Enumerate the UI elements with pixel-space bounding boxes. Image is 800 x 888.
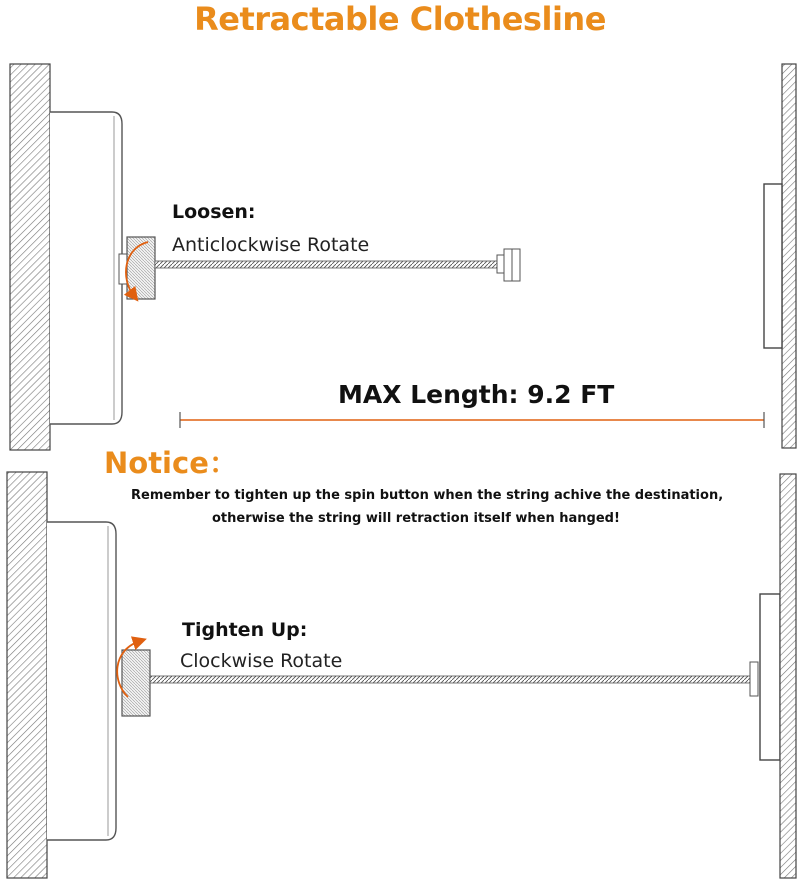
left-wall-top: [10, 64, 50, 450]
spin-knob-top: [127, 237, 155, 299]
clockwise-label: Clockwise Rotate: [180, 650, 343, 672]
notice-line-2: otherwise the string will retraction itself when hanged!: [212, 511, 620, 526]
clothesline-housing-top: [50, 112, 122, 424]
rope-bottom: [150, 676, 752, 683]
receiver-plate-bottom: [760, 594, 780, 760]
max-length-label: MAX Length: 9.2 FT: [338, 380, 615, 409]
anticlockwise-label: Anticlockwise Rotate: [172, 234, 370, 256]
page-title: Retractable Clothesline: [194, 0, 606, 38]
loosen-label: Loosen:: [172, 201, 256, 223]
left-wall-bottom: [7, 472, 47, 878]
tighten-up-label: Tighten Up:: [182, 619, 308, 641]
end-clip-bottom: [750, 662, 758, 696]
spin-knob-bottom: [122, 650, 150, 716]
right-wall-top: [782, 64, 796, 448]
receiver-plate-top: [764, 184, 782, 348]
rope-top: [155, 261, 497, 268]
right-wall-bottom: [780, 474, 796, 878]
clothesline-housing-bottom: [47, 522, 116, 840]
notice-line-1: Remember to tighten up the spin button when the string achive the destination,: [131, 488, 724, 503]
notice-heading: Notice：: [104, 446, 238, 480]
